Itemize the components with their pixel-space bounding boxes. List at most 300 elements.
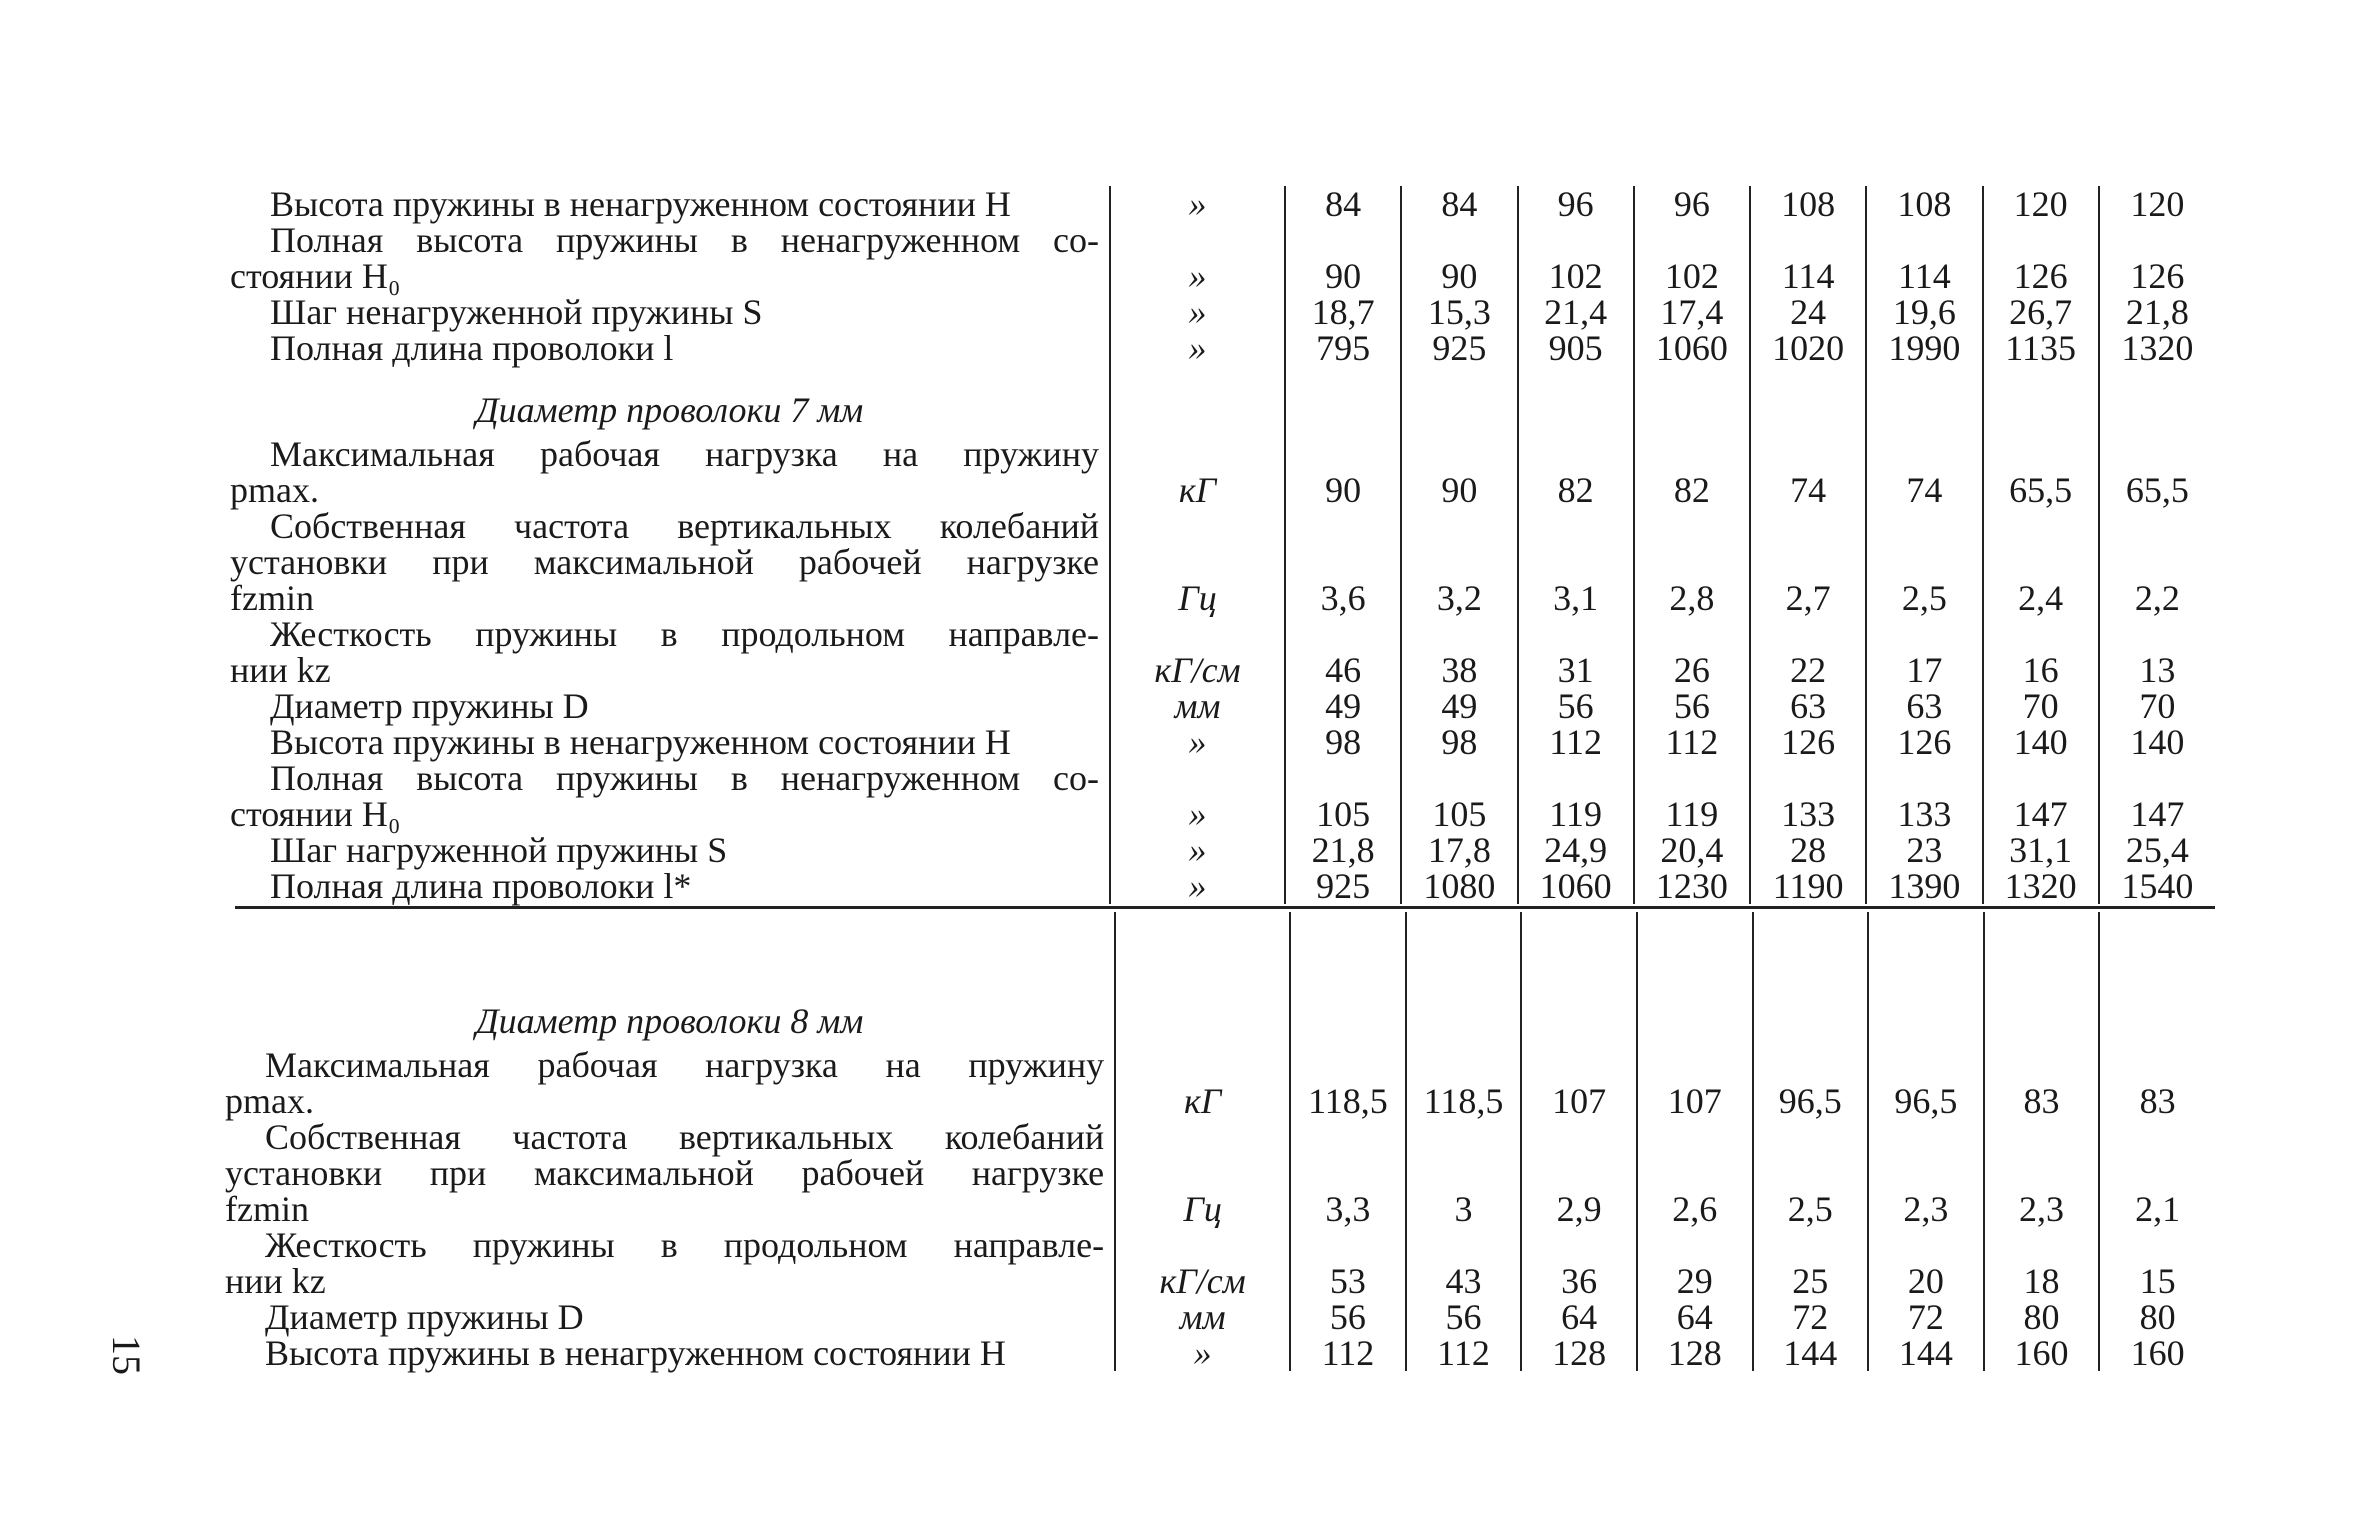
- value-cell: [1521, 1119, 1637, 1155]
- value-cell: 63: [1866, 688, 1982, 724]
- value-cell: [1984, 1119, 2100, 1155]
- row-unit: мм: [1115, 1299, 1290, 1335]
- value-cell: 96,5: [1868, 1083, 1984, 1119]
- value-cell: [2099, 1047, 2215, 1083]
- row-unit: мм: [1110, 688, 1285, 724]
- value-cell: [1753, 1047, 1869, 1083]
- value-cell: 105: [1285, 796, 1401, 832]
- value-cell: 90: [1401, 258, 1517, 294]
- value-cell: 29: [1637, 1263, 1753, 1299]
- row-label: стоянии H₀: [230, 794, 401, 834]
- row-unit: [1115, 1227, 1290, 1263]
- value-cell: 126: [1983, 258, 2099, 294]
- row-unit: [1110, 616, 1285, 652]
- value-cell: 15: [2099, 1263, 2215, 1299]
- value-cell: [1637, 1227, 1753, 1263]
- value-cell: 3: [1406, 1191, 1522, 1227]
- table-row: [230, 760, 2215, 796]
- row-label: нии kz: [230, 650, 331, 690]
- value-cell: [1406, 1119, 1522, 1155]
- table-row: [225, 1299, 2215, 1335]
- spring-table-top: [230, 186, 2215, 904]
- row-label: Собственная частота вертикальных колебаний: [270, 506, 1099, 546]
- row-unit: [1110, 366, 1285, 436]
- value-cell: [1401, 616, 1517, 652]
- table-row: [230, 616, 2215, 652]
- value-cell: [1401, 436, 1517, 472]
- value-cell: 2,4: [1983, 580, 2099, 616]
- value-cell: 96: [1518, 186, 1634, 222]
- value-cell: 3,3: [1290, 1191, 1406, 1227]
- row-unit: »: [1110, 258, 1285, 294]
- section-title: Диаметр проволоки 8 мм: [475, 1001, 864, 1041]
- row-unit: [1115, 1155, 1290, 1191]
- row-label: Полная длина проволоки l*: [270, 866, 692, 906]
- value-cell: 21,8: [1285, 832, 1401, 868]
- value-cell: 13: [2099, 652, 2215, 688]
- row-unit: [1110, 760, 1285, 796]
- value-cell: 21,8: [2099, 294, 2215, 330]
- value-cell: 128: [1521, 1335, 1637, 1371]
- value-cell: 1320: [2099, 330, 2215, 366]
- table-row: [225, 1263, 2215, 1299]
- value-cell: 1540: [2099, 868, 2215, 904]
- value-cell: [1634, 508, 1750, 544]
- table-row: [230, 508, 2215, 544]
- value-cell: [1750, 760, 1866, 796]
- value-cell: 49: [1401, 688, 1517, 724]
- value-cell: [1290, 1047, 1406, 1083]
- row-unit: кГ: [1115, 1083, 1290, 1119]
- value-cell: [2099, 1155, 2215, 1191]
- value-cell: [1401, 508, 1517, 544]
- table-row: [225, 1083, 2215, 1119]
- value-cell: 74: [1866, 472, 1982, 508]
- value-cell: [1866, 760, 1982, 796]
- value-cell: 128: [1637, 1335, 1753, 1371]
- value-cell: [1868, 1227, 1984, 1263]
- value-cell: 1190: [1750, 868, 1866, 904]
- row-label: Собственная частота вертикальных колебаний: [265, 1117, 1105, 1157]
- value-cell: 1060: [1634, 330, 1750, 366]
- value-cell: [2099, 760, 2215, 796]
- value-cell: [1866, 616, 1982, 652]
- value-cell: 144: [1753, 1335, 1869, 1371]
- value-cell: [1753, 1119, 1869, 1155]
- row-unit: кГ: [1110, 472, 1285, 508]
- page-number: 15: [104, 1335, 149, 1375]
- value-cell: 119: [1634, 796, 1750, 832]
- value-cell: 15,3: [1401, 294, 1517, 330]
- value-cell: [1518, 222, 1634, 258]
- value-cell: 102: [1518, 258, 1634, 294]
- row-unit: [1115, 1047, 1290, 1083]
- table-row: [225, 1155, 2215, 1191]
- value-cell: 56: [1290, 1299, 1406, 1335]
- value-cell: [1401, 222, 1517, 258]
- value-cell: [1521, 1047, 1637, 1083]
- value-cell: 2,3: [1868, 1191, 1984, 1227]
- value-cell: 905: [1518, 330, 1634, 366]
- value-cell: [1290, 1227, 1406, 1263]
- value-cell: 1390: [1866, 868, 1982, 904]
- value-cell: 18,7: [1285, 294, 1401, 330]
- row-label: pmax.: [230, 470, 319, 510]
- value-cell: 74: [1750, 472, 1866, 508]
- value-cell: 31: [1518, 652, 1634, 688]
- table-row: [230, 436, 2215, 472]
- value-cell: [1285, 436, 1401, 472]
- value-cell: [1868, 912, 1984, 1047]
- value-cell: 24,9: [1518, 832, 1634, 868]
- value-cell: 53: [1290, 1263, 1406, 1299]
- value-cell: 65,5: [1983, 472, 2099, 508]
- value-cell: [1750, 366, 1866, 436]
- value-cell: 795: [1285, 330, 1401, 366]
- value-cell: 2,8: [1634, 580, 1750, 616]
- table-row: [230, 330, 2215, 366]
- table-row: [230, 652, 2215, 688]
- row-unit: »: [1110, 832, 1285, 868]
- table-row: [230, 868, 2215, 904]
- value-cell: 38: [1401, 652, 1517, 688]
- row-label: pmax.: [225, 1081, 314, 1121]
- value-cell: 2,1: [2099, 1191, 2215, 1227]
- value-cell: 17,4: [1634, 294, 1750, 330]
- value-cell: [1983, 436, 2099, 472]
- row-unit: »: [1110, 186, 1285, 222]
- value-cell: 36: [1521, 1263, 1637, 1299]
- value-cell: [2099, 1227, 2215, 1263]
- value-cell: 1020: [1750, 330, 1866, 366]
- value-cell: 82: [1518, 472, 1634, 508]
- table-row: [225, 1335, 2215, 1371]
- value-cell: 925: [1285, 868, 1401, 904]
- value-cell: [1983, 366, 2099, 436]
- value-cell: 72: [1753, 1299, 1869, 1335]
- value-cell: [2099, 222, 2215, 258]
- value-cell: 108: [1866, 186, 1982, 222]
- value-cell: 96,5: [1753, 1083, 1869, 1119]
- value-cell: [1637, 1155, 1753, 1191]
- value-cell: [1401, 544, 1517, 580]
- value-cell: [1634, 222, 1750, 258]
- value-cell: [1518, 760, 1634, 796]
- row-unit: [1115, 912, 1290, 1047]
- value-cell: 2,9: [1521, 1191, 1637, 1227]
- value-cell: [1406, 1047, 1522, 1083]
- value-cell: [1634, 366, 1750, 436]
- value-cell: 126: [1750, 724, 1866, 760]
- row-unit: [1110, 508, 1285, 544]
- value-cell: 133: [1750, 796, 1866, 832]
- value-cell: [2099, 366, 2215, 436]
- value-cell: 23: [1866, 832, 1982, 868]
- value-cell: 25,4: [2099, 832, 2215, 868]
- table-row: [230, 258, 2215, 294]
- value-cell: 19,6: [1866, 294, 1982, 330]
- value-cell: 144: [1868, 1335, 1984, 1371]
- row-label: Диаметр пружины D: [265, 1297, 584, 1337]
- section-row: [230, 366, 2215, 436]
- value-cell: 2,7: [1750, 580, 1866, 616]
- value-cell: [1634, 544, 1750, 580]
- row-unit: кГ/см: [1115, 1263, 1290, 1299]
- table-row: [225, 1191, 2215, 1227]
- value-cell: [1285, 616, 1401, 652]
- value-cell: 1320: [1983, 868, 2099, 904]
- row-label: Шаг нагруженной пружины S: [270, 830, 728, 870]
- value-cell: 126: [2099, 258, 2215, 294]
- value-cell: 25: [1753, 1263, 1869, 1299]
- value-cell: [1750, 436, 1866, 472]
- value-cell: [1983, 616, 2099, 652]
- row-unit: »: [1115, 1335, 1290, 1371]
- value-cell: [1753, 1227, 1869, 1263]
- value-cell: [2099, 1119, 2215, 1155]
- row-label: Жесткость пружины в продольном направле-: [265, 1225, 1105, 1265]
- value-cell: 108: [1750, 186, 1866, 222]
- value-cell: [1406, 912, 1522, 1047]
- value-cell: [1290, 912, 1406, 1047]
- value-cell: [2099, 912, 2215, 1047]
- value-cell: 84: [1401, 186, 1517, 222]
- value-cell: [1285, 222, 1401, 258]
- value-cell: [1637, 1047, 1753, 1083]
- value-cell: [1634, 616, 1750, 652]
- value-cell: 118,5: [1406, 1083, 1522, 1119]
- value-cell: [1983, 508, 2099, 544]
- row-label: fzmin: [225, 1189, 309, 1229]
- row-label: Шаг ненагруженной пружины S: [270, 292, 763, 332]
- value-cell: 28: [1750, 832, 1866, 868]
- row-label: нии kz: [225, 1261, 326, 1301]
- value-cell: [1866, 366, 1982, 436]
- value-cell: [2099, 544, 2215, 580]
- value-cell: [2099, 508, 2215, 544]
- value-cell: 43: [1406, 1263, 1522, 1299]
- value-cell: 26,7: [1983, 294, 2099, 330]
- value-cell: 1230: [1634, 868, 1750, 904]
- value-cell: 925: [1401, 330, 1517, 366]
- table-row: [230, 294, 2215, 330]
- value-cell: [1866, 222, 1982, 258]
- value-cell: 114: [1750, 258, 1866, 294]
- value-cell: 18: [1984, 1263, 2100, 1299]
- value-cell: [1983, 222, 2099, 258]
- table-row: [230, 688, 2215, 724]
- value-cell: 82: [1634, 472, 1750, 508]
- row-label: Полная длина проволоки l: [270, 328, 674, 368]
- value-cell: [1984, 912, 2100, 1047]
- value-cell: 56: [1406, 1299, 1522, 1335]
- table-row: [225, 1119, 2215, 1155]
- row-label: Максимальная рабочая нагрузка на пружину: [265, 1045, 1105, 1085]
- value-cell: [2099, 436, 2215, 472]
- table-row: [230, 580, 2215, 616]
- value-cell: [1637, 912, 1753, 1047]
- value-cell: [1518, 436, 1634, 472]
- value-cell: 65,5: [2099, 472, 2215, 508]
- row-label: установки при максимальной рабочей нагрузке: [225, 1153, 1105, 1193]
- row-unit: Гц: [1115, 1191, 1290, 1227]
- value-cell: 2,5: [1753, 1191, 1869, 1227]
- value-cell: [1984, 1047, 2100, 1083]
- row-unit: [1115, 1119, 1290, 1155]
- value-cell: 63: [1750, 688, 1866, 724]
- value-cell: [1753, 1155, 1869, 1191]
- value-cell: [1750, 222, 1866, 258]
- value-cell: 16: [1983, 652, 2099, 688]
- row-unit: [1110, 222, 1285, 258]
- row-unit: »: [1110, 868, 1285, 904]
- table-row: [230, 472, 2215, 508]
- row-label: Высота пружины в ненагруженном состоянии H: [265, 1333, 1006, 1373]
- value-cell: 112: [1634, 724, 1750, 760]
- value-cell: [1285, 508, 1401, 544]
- value-cell: 126: [1866, 724, 1982, 760]
- value-cell: 90: [1285, 472, 1401, 508]
- value-cell: 20: [1868, 1263, 1984, 1299]
- value-cell: [2099, 616, 2215, 652]
- row-label: fzmin: [230, 578, 314, 618]
- value-cell: [1983, 760, 2099, 796]
- value-cell: 1135: [1983, 330, 2099, 366]
- value-cell: [1518, 508, 1634, 544]
- value-cell: 2,5: [1866, 580, 1982, 616]
- value-cell: [1285, 760, 1401, 796]
- section-row: [225, 912, 2215, 1047]
- value-cell: 114: [1866, 258, 1982, 294]
- value-cell: 72: [1868, 1299, 1984, 1335]
- value-cell: 49: [1285, 688, 1401, 724]
- value-cell: 96: [1634, 186, 1750, 222]
- table-row: [225, 1047, 2215, 1083]
- row-unit: Гц: [1110, 580, 1285, 616]
- value-cell: [1401, 760, 1517, 796]
- value-cell: 56: [1518, 688, 1634, 724]
- value-cell: 98: [1401, 724, 1517, 760]
- value-cell: [1518, 366, 1634, 436]
- value-cell: [1521, 912, 1637, 1047]
- value-cell: 83: [1984, 1083, 2100, 1119]
- value-cell: [1750, 508, 1866, 544]
- value-cell: 3,6: [1285, 580, 1401, 616]
- row-unit: »: [1110, 796, 1285, 832]
- value-cell: [1406, 1155, 1522, 1191]
- value-cell: [1521, 1155, 1637, 1191]
- value-cell: 56: [1634, 688, 1750, 724]
- value-cell: 112: [1290, 1335, 1406, 1371]
- row-unit: [1110, 436, 1285, 472]
- row-label: Максимальная рабочая нагрузка на пружину: [270, 434, 1099, 474]
- value-cell: 1990: [1866, 330, 1982, 366]
- value-cell: [1984, 1227, 2100, 1263]
- value-cell: [1637, 1119, 1753, 1155]
- row-label: установки при максимальной рабочей нагрузке: [230, 542, 1099, 582]
- value-cell: [1750, 544, 1866, 580]
- table-row: [230, 832, 2215, 868]
- value-cell: 105: [1401, 796, 1517, 832]
- value-cell: 1080: [1401, 868, 1517, 904]
- value-cell: 147: [1983, 796, 2099, 832]
- value-cell: 107: [1637, 1083, 1753, 1119]
- value-cell: 24: [1750, 294, 1866, 330]
- value-cell: 107: [1521, 1083, 1637, 1119]
- row-label: Высота пружины в ненагруженном состоянии H: [270, 722, 1011, 762]
- value-cell: 31,1: [1983, 832, 2099, 868]
- value-cell: [1868, 1119, 1984, 1155]
- row-label: Полная высота пружины в ненагруженном со-: [270, 220, 1099, 260]
- value-cell: 17: [1866, 652, 1982, 688]
- value-cell: 140: [1983, 724, 2099, 760]
- value-cell: 64: [1521, 1299, 1637, 1335]
- value-cell: [1866, 544, 1982, 580]
- value-cell: 46: [1285, 652, 1401, 688]
- value-cell: 84: [1285, 186, 1401, 222]
- row-label: Высота пружины в ненагруженном состоянии H: [270, 184, 1011, 224]
- value-cell: 160: [1984, 1335, 2100, 1371]
- value-cell: [1866, 508, 1982, 544]
- value-cell: 20,4: [1634, 832, 1750, 868]
- value-cell: 120: [1983, 186, 2099, 222]
- value-cell: [1868, 1047, 1984, 1083]
- value-cell: 90: [1285, 258, 1401, 294]
- row-unit: »: [1110, 330, 1285, 366]
- value-cell: 140: [2099, 724, 2215, 760]
- value-cell: [1518, 544, 1634, 580]
- value-cell: 119: [1518, 796, 1634, 832]
- value-cell: 2,6: [1637, 1191, 1753, 1227]
- section-title: Диаметр проволоки 7 мм: [475, 390, 864, 430]
- value-cell: 112: [1518, 724, 1634, 760]
- table-row: [230, 796, 2215, 832]
- value-cell: [1521, 1227, 1637, 1263]
- value-cell: 80: [2099, 1299, 2215, 1335]
- row-unit: »: [1110, 294, 1285, 330]
- row-unit: кГ/см: [1110, 652, 1285, 688]
- value-cell: 21,4: [1518, 294, 1634, 330]
- value-cell: 70: [1983, 688, 2099, 724]
- value-cell: [1290, 1155, 1406, 1191]
- table-row: [230, 724, 2215, 760]
- value-cell: 3,1: [1518, 580, 1634, 616]
- value-cell: [1634, 760, 1750, 796]
- value-cell: [1518, 616, 1634, 652]
- value-cell: 147: [2099, 796, 2215, 832]
- value-cell: 80: [1984, 1299, 2100, 1335]
- value-cell: 90: [1401, 472, 1517, 508]
- value-cell: 1060: [1518, 868, 1634, 904]
- value-cell: [1401, 366, 1517, 436]
- value-cell: 160: [2099, 1335, 2215, 1371]
- row-unit: [1110, 544, 1285, 580]
- row-label: Жесткость пружины в продольном направле-: [270, 614, 1099, 654]
- value-cell: [1866, 436, 1982, 472]
- spring-table-bottom: [225, 912, 2215, 1371]
- value-cell: [1984, 1155, 2100, 1191]
- value-cell: 2,3: [1984, 1191, 2100, 1227]
- value-cell: [1983, 544, 2099, 580]
- value-cell: 2,2: [2099, 580, 2215, 616]
- row-unit: »: [1110, 724, 1285, 760]
- table-row: [230, 544, 2215, 580]
- table-divider: [235, 906, 2215, 909]
- value-cell: 3,2: [1401, 580, 1517, 616]
- value-cell: 26: [1634, 652, 1750, 688]
- value-cell: [1290, 1119, 1406, 1155]
- value-cell: [1868, 1155, 1984, 1191]
